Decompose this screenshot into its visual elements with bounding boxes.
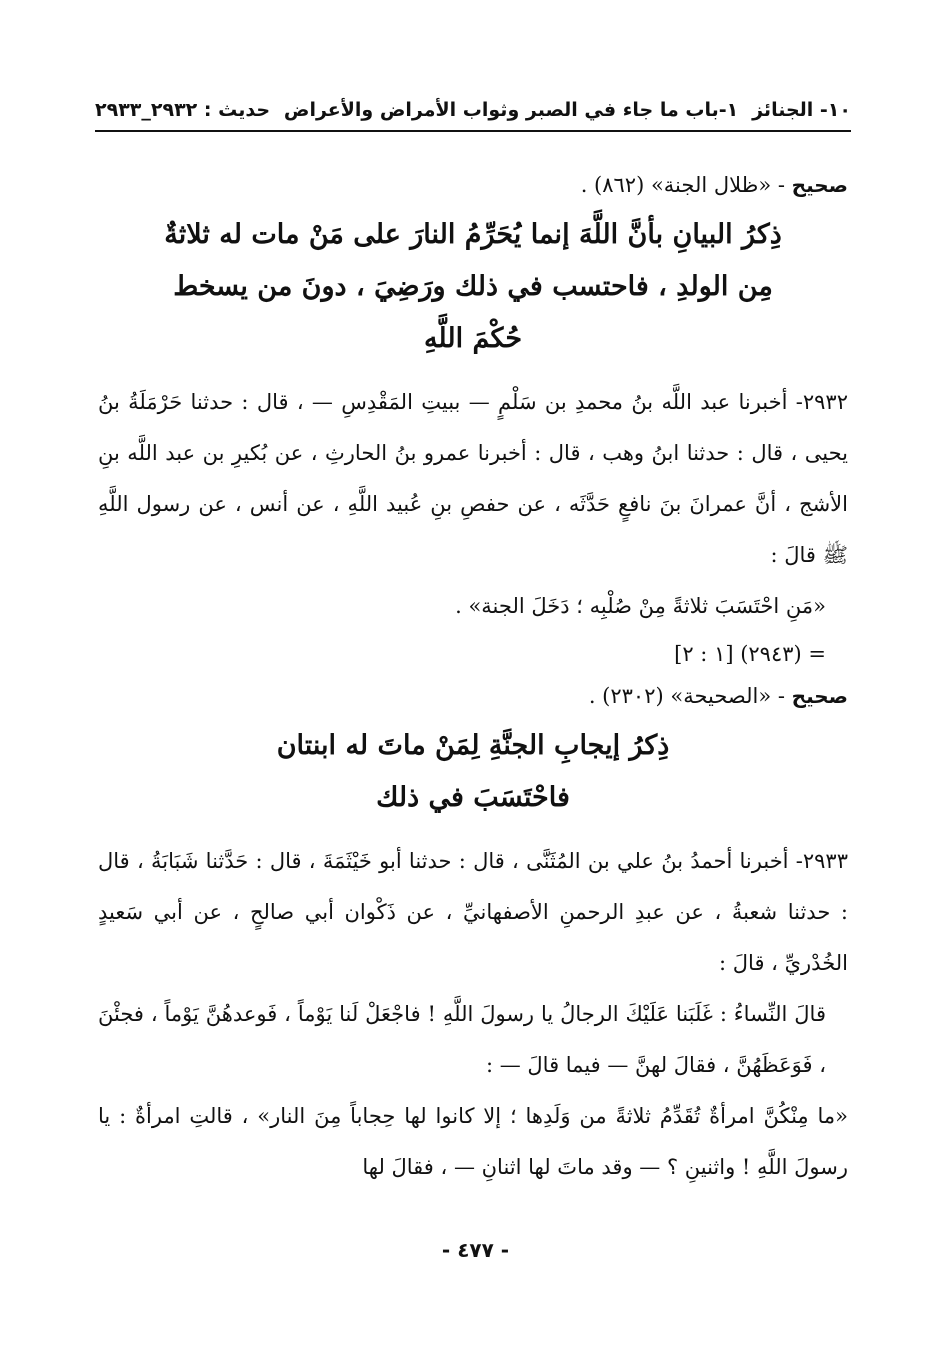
grade-label: صحيح xyxy=(791,684,848,708)
hadith-2932-matn: «مَنِ احْتَسَبَ ثلاثةً مِنْ صُلْبِه ؛ دَخَلَ الجنة» . xyxy=(455,594,826,618)
hadith-2933-isnad: ٢٩٣٣- أخبرنا أحمدُ بنُ علي بن المُثَنَّى ، قال : حدثنا أبو خَيْثَمَةَ ، قال : حَدَّثنا شَبَابَةُ ، قال : حدثنا شعبةُ ، عن عبدِ الرحمنِ الأصفهانيِّ ، عن ذَكْوان أبي صالحٍ ، عن أبي سَعيدٍ الخُدْريِّ ، قالَ : xyxy=(98,849,848,975)
header-hadith-range: حديث : ٢٩٣٢_٢٩٣٣ xyxy=(95,99,271,121)
section-title-line: فاحْتَسَبَ في ذلك xyxy=(376,782,570,813)
running-header xyxy=(95,92,851,128)
page-number: - ٤٧٧ - xyxy=(441,1238,510,1262)
section-title-line: مِن الولدِ ، فاحتسب في ذلك ورَضِيَ ، دونَ من يسخط xyxy=(173,271,773,302)
grade-reference: - «ظلال الجنة» (٨٦٢) . xyxy=(580,173,785,197)
hadith-2933-paragraph-1: قالَ النِّساءُ : غَلَبَنا عَلَيْكَ الرجالُ يا رسولَ اللَّهِ ! فاجْعَلْ لَنا يَوْماً ، فَوعدهُنَّ يَوْماً ، فجئْنَ ، فَوَعَظَهُنَّ ، فقالَ لهنَّ — فيما قالَ — : xyxy=(98,1002,826,1077)
section-title-2 xyxy=(98,720,848,824)
grade-note-1 xyxy=(98,169,848,201)
header-divider xyxy=(95,130,851,132)
hadith-2933-paragraph-2: «ما مِنْكُنَّ امرأةٌ تُقَدِّمُ ثلاثةً من وَلَدِها ؛ إلا كانوا لها حِجاباً مِنَ النار» ، قالتِ امرأةٌ : يا رسولَ اللَّهِ ! واثنينِ ؟ — وقد ماتَ لها اثنانِ — ، فقالَ لها xyxy=(98,1104,848,1179)
page-content xyxy=(98,165,848,1193)
grade-note-2 xyxy=(98,680,848,712)
grade-label: صحيح xyxy=(791,173,848,197)
grade-reference: - «الصحيحة» (٢٣٠٢) . xyxy=(588,684,785,708)
section-title-1 xyxy=(98,209,848,365)
header-book-title: ١٠- الجنائز xyxy=(752,99,851,121)
hadith-2932-isnad: ٢٩٣٢- أخبرنا عبد اللَّه بنُ محمدِ بن سَلْمٍ — ببيتِ المَقْدِسِ — ، قال : حدثنا حَرْمَلَةُ بنُ يحيى ، قال : حدثنا ابنُ وهب ، قال : أخبرنا عمرو بنُ الحارثِ ، عن بُكيرِ بن عبد اللَّه بنِ الأشج ، أنَّ عمرانَ بنَ نافعٍ حَدَّثَه ، عن حفصِ بنِ عُبيد اللَّهِ ، عن أنس ، عن رسول اللَّهِ ﷺ قالَ : xyxy=(98,390,848,567)
section-title-line: ذِكرُ البيانِ بأنَّ اللَّهَ إنما يُحَرِّمُ النارَ على مَنْ مات له ثلاثةٌ xyxy=(164,219,782,250)
header-chapter-title: ١-باب ما جاء في الصبر وثواب الأمراض والأعراض xyxy=(283,99,739,121)
section-title-line: ذِكرُ إيجابِ الجنَّةِ لِمَنْ ماتَ له ابنتان xyxy=(276,730,670,761)
hadith-2932-cross-reference: = (٢٩٤٣) [١ : ٢] xyxy=(674,642,826,666)
section-title-line: حُكْمَ اللَّهِ xyxy=(423,323,523,354)
